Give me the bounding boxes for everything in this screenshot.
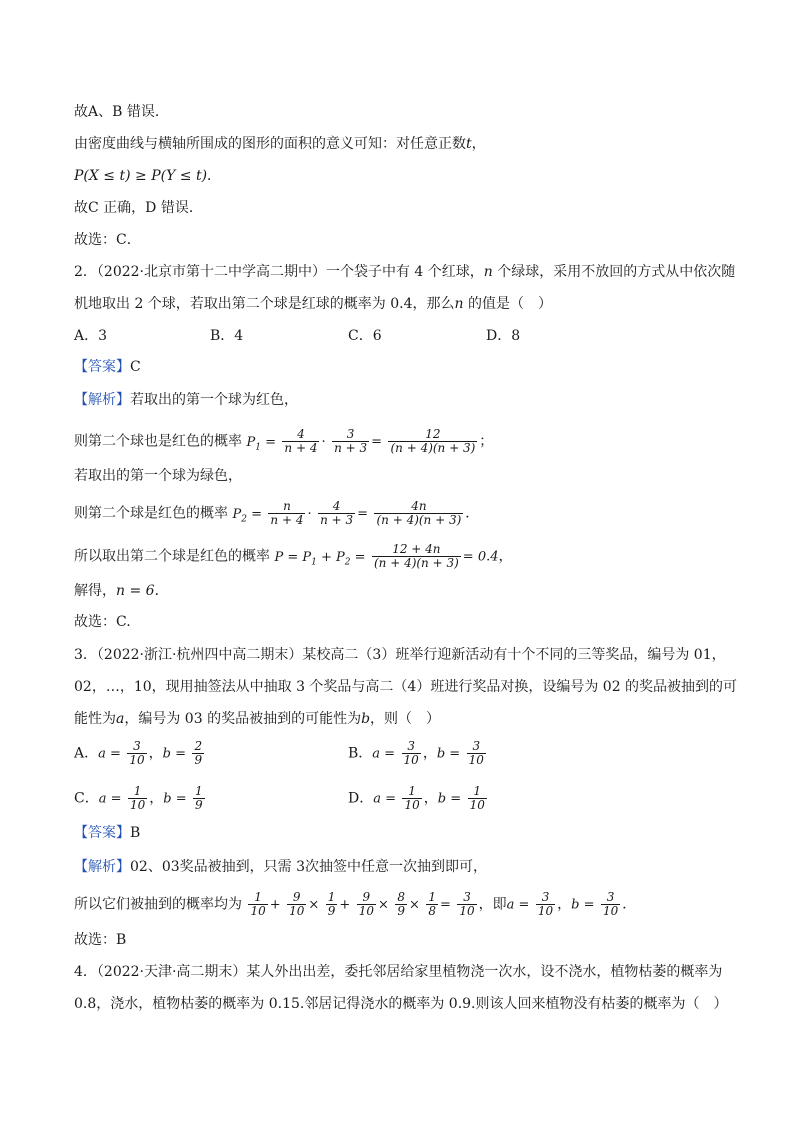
text-line: 故选：C.	[74, 614, 131, 630]
option-c: C．a = $\frac{1}{10}$ ，b = $\frac{1}{9}$	[74, 784, 203, 812]
option-b: B．a = $\frac{3}{10}$ ，b = $\frac{3}{10}$	[348, 739, 484, 767]
math-line: 则第二个球是红色的概率 $P_2$ = $\frac{n}{n + 4}$ · $\frac{4}{n + 3}$ = $\frac{4n}{(n + 4)(n + 3)}$ ．	[74, 499, 480, 527]
text-line: 故选：B	[74, 932, 127, 948]
text-line: 若取出的第一个球为绿色，	[74, 468, 242, 484]
question-stem: 2．（2022·北京市第十二中学高二期中）一个袋子中有 4 个红球，n 个绿球，采用不放回的方式从中依次随	[74, 264, 736, 280]
math-line: P(X ≤ t) ≥ P(Y ≤ t)．	[74, 168, 222, 184]
option-d: D．8	[486, 328, 521, 344]
answer-line: 【答案】C	[74, 359, 141, 375]
text-line: 由密度曲线与横轴所围成的图形的面积的意义可知：对任意正数t，	[74, 136, 486, 152]
option-c: C．6	[348, 328, 382, 344]
text-line: 故A、B 错误．	[74, 104, 169, 120]
analysis-line: 【解析】若取出的第一个球为红色，	[74, 392, 298, 408]
question-stem: 4．（2022·天津·高二期末）某人外出出差，委托邻居给家里植物浇一次水，设不浇水，植物枯萎的概率为	[74, 964, 723, 980]
text-line: 故C 正确，D 错误．	[74, 200, 203, 216]
math-line: 所以它们被抽到的概率均为 $\frac{1}{10}$ + $\frac{9}{10}$ × $\frac{1}{9}$ + $\frac{9}{10}$ × $\frac{8}{9}$ × $\frac{1}{8}$ = $\frac{3}{10}$ ，即a = $\frac{3}{10}$ ，b = $\frac{3}{10}$ ．	[74, 890, 637, 918]
question-stem: 机地取出 2 个球，若取出第二个球是红球的概率为 0.4，那么n 的值是（ ）	[74, 296, 553, 312]
analysis-line: 【解析】02、03奖品被抽到，只需 3次抽签中任意一次抽到即可，	[74, 859, 487, 875]
option-d: D．a = $\frac{1}{10}$ ，b = $\frac{1}{10}$	[348, 784, 485, 812]
text-line: 故选：C．	[74, 232, 141, 248]
question-stem: 3．（2022·浙江·杭州四中高二期末）某校高二（3）班举行迎新活动有十个不同的三等奖品，编号为 01，	[74, 647, 726, 663]
option-a: A．3	[74, 328, 108, 344]
question-stem: 能性为a，编号为 03 的奖品被抽到的可能性为b，则（ ）	[74, 711, 441, 727]
math-line: 所以取出第二个球是红色的概率 $P = P_1 + P_2$ = $\frac{12 + 4n}{(n + 4)(n + 3)}$ = 0.4，	[74, 542, 513, 570]
math-line: 则第二个球也是红色的概率 $P_1$ = $\frac{4}{n + 4}$ · $\frac{3}{n + 3}$ = $\frac{12}{(n + 4)(n + 3)}$ ；	[74, 427, 494, 455]
question-stem: 02，…，10，现用抽签法从中抽取 3 个奖品与高二（4）班进行奖品对换，设编号为 02 的奖品被抽到的可	[74, 679, 738, 695]
question-stem: 0.8，浇水，植物枯萎的概率为 0.15.邻居记得浇水的概率为 0.9.则该人回来植物没有枯萎的概率为（ ）	[74, 996, 728, 1012]
text-line: 解得，n = 6．	[74, 583, 169, 599]
option-a: A．a = $\frac{3}{10}$ ，b = $\frac{2}{9}$	[74, 739, 203, 767]
answer-line: 【答案】B	[74, 825, 141, 841]
option-b: B．4	[210, 328, 244, 344]
